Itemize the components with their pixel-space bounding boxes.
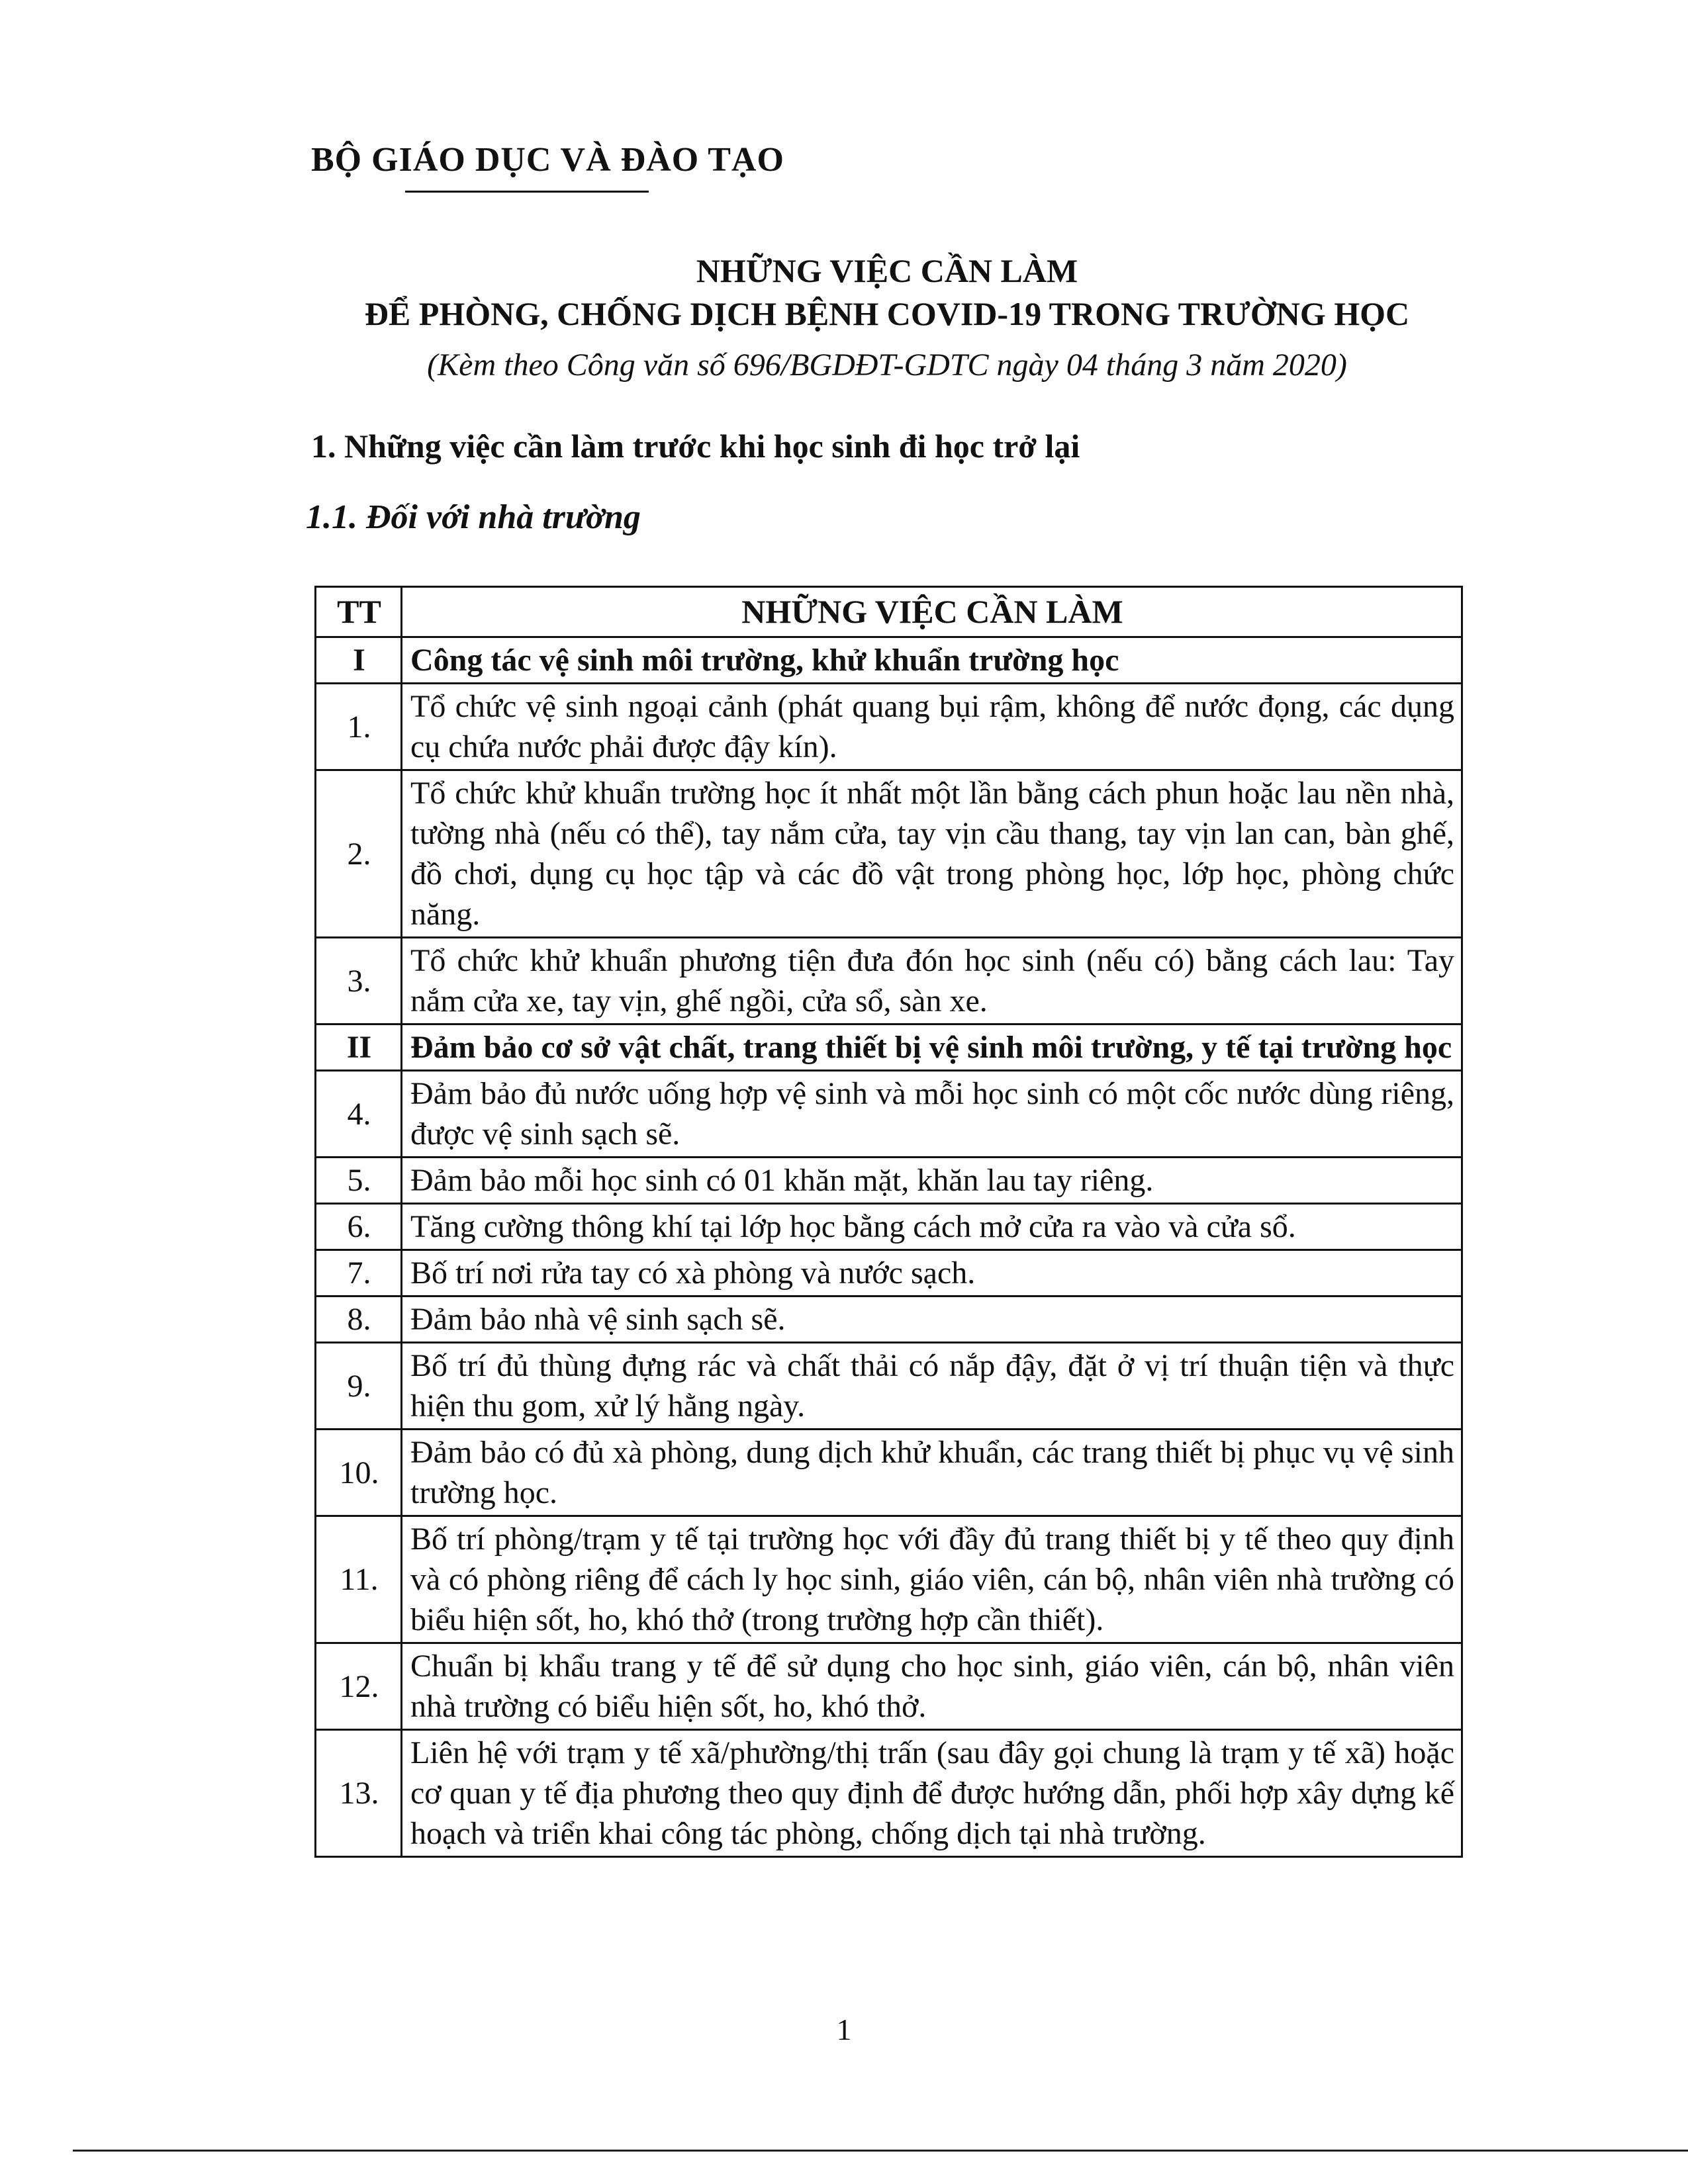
bottom-rule [73, 2150, 1688, 2152]
row-text: Bố trí nơi rửa tay có xà phòng và nước sạch. [402, 1250, 1462, 1297]
page-number: 1 [836, 2013, 852, 2046]
table-row [316, 1297, 1462, 1343]
row-number: 13. [316, 1730, 402, 1857]
row-text: Đảm bảo nhà vệ sinh sạch sẽ. [402, 1297, 1462, 1343]
table-group-row [316, 1024, 1462, 1071]
row-number: 11. [316, 1516, 402, 1643]
table-row [316, 938, 1462, 1024]
row-number: 6. [316, 1204, 402, 1250]
row-number: 3. [316, 938, 402, 1024]
row-text: Đảm bảo đủ nước uống hợp vệ sinh và mỗi học sinh có một cốc nước dùng riêng, được vệ sinh sạch sẽ. [402, 1071, 1462, 1158]
document-reference: (Kèm theo Công văn số 696/BGDĐT-GDTC ngày 04 tháng 3 năm 2020) [427, 347, 1347, 383]
group-number: I [316, 637, 402, 684]
group-label: Đảm bảo cơ sở vật chất, trang thiết bị vệ sinh môi trường, y tế tại trường học [402, 1024, 1462, 1071]
section-heading-1-1: 1.1. Đối với nhà trường [306, 498, 641, 536]
row-text: Bố trí phòng/trạm y tế tại trường học với đầy đủ trang thiết bị y tế theo quy định và có phòng riêng để cách ly học sinh, giáo viên, cán bộ, nhân viên nhà trường có biểu hiện sốt, ho, khó thở (trong trường hợp cần thiết). [402, 1516, 1462, 1643]
table-row [316, 1730, 1462, 1857]
document-title: NHỮNG VIỆC CẦN LÀM [696, 252, 1078, 289]
row-text: Liên hệ với trạm y tế xã/phường/thị trấn (sau đây gọi chung là trạm y tế xã) hoặc cơ quan y tế địa phương theo quy định để được hướng dẫn, phối hợp xây dựng kế hoạch và triển khai công tác phòng, chống dịch tại nhà trường. [402, 1730, 1462, 1857]
row-number: 9. [316, 1343, 402, 1430]
row-number: 4. [316, 1071, 402, 1158]
table-row [316, 1158, 1462, 1204]
table-header-row [316, 587, 1462, 637]
row-text: Chuẩn bị khẩu trang y tế để sử dụng cho học sinh, giáo viên, cán bộ, nhân viên nhà trường có biểu hiện sốt, ho, khó thở. [402, 1643, 1462, 1730]
document-subtitle: ĐỂ PHÒNG, CHỐNG DỊCH BỆNH COVID-19 TRONG TRƯỜNG HỌC [364, 295, 1410, 332]
table-group-row [316, 637, 1462, 684]
column-header-tt: TT [316, 587, 402, 637]
group-number: II [316, 1024, 402, 1071]
table-row [316, 1204, 1462, 1250]
group-label: Công tác vệ sinh môi trường, khử khuẩn trường học [402, 637, 1462, 684]
table-row [316, 1643, 1462, 1730]
column-header-tasks: NHỮNG VIỆC CẦN LÀM [402, 587, 1462, 637]
row-number: 10. [316, 1430, 402, 1516]
row-number: 12. [316, 1643, 402, 1730]
row-number: 2. [316, 770, 402, 938]
row-text: Tăng cường thông khí tại lớp học bằng cách mở cửa ra vào và cửa sổ. [402, 1204, 1462, 1250]
row-number: 5. [316, 1158, 402, 1204]
table-row [316, 1343, 1462, 1430]
row-text: Bố trí đủ thùng đựng rác và chất thải có nắp đậy, đặt ở vị trí thuận tiện và thực hiện thu gom, xử lý hằng ngày. [402, 1343, 1462, 1430]
row-number: 8. [316, 1297, 402, 1343]
row-number: 7. [316, 1250, 402, 1297]
ministry-name: BỘ GIÁO DỤC VÀ ĐÀO TẠO [311, 141, 784, 179]
table-row [316, 770, 1462, 938]
table-row [316, 1250, 1462, 1297]
table-row [316, 1071, 1462, 1158]
row-text: Tổ chức vệ sinh ngoại cảnh (phát quang bụi rậm, không để nước đọng, các dụng cụ chứa nước phải được đậy kín). [402, 684, 1462, 770]
section-heading-1: 1. Những việc cần làm trước khi học sinh đi học trở lại [311, 428, 1080, 465]
row-text: Tổ chức khử khuẩn phương tiện đưa đón học sinh (nếu có) bằng cách lau: Tay nắm cửa xe, tay vịn, ghế ngồi, cửa sổ, sàn xe. [402, 938, 1462, 1024]
row-text: Đảm bảo mỗi học sinh có 01 khăn mặt, khăn lau tay riêng. [402, 1158, 1462, 1204]
table-row [316, 1430, 1462, 1516]
table-row [316, 1516, 1462, 1643]
tasks-table [314, 586, 1463, 1858]
table-row [316, 684, 1462, 770]
row-text: Tổ chức khử khuẩn trường học ít nhất một lần bằng cách phun hoặc lau nền nhà, tường nhà (nếu có thể), tay nắm cửa, tay vịn cầu thang, tay vịn lan can, bàn ghế, đồ chơi, dụng cụ học tập và các đồ vật trong phòng học, lớp học, phòng chức năng. [402, 770, 1462, 938]
row-text: Đảm bảo có đủ xà phòng, dung dịch khử khuẩn, các trang thiết bị phục vụ vệ sinh trường học. [402, 1430, 1462, 1516]
ministry-underline [405, 191, 649, 193]
row-number: 1. [316, 684, 402, 770]
